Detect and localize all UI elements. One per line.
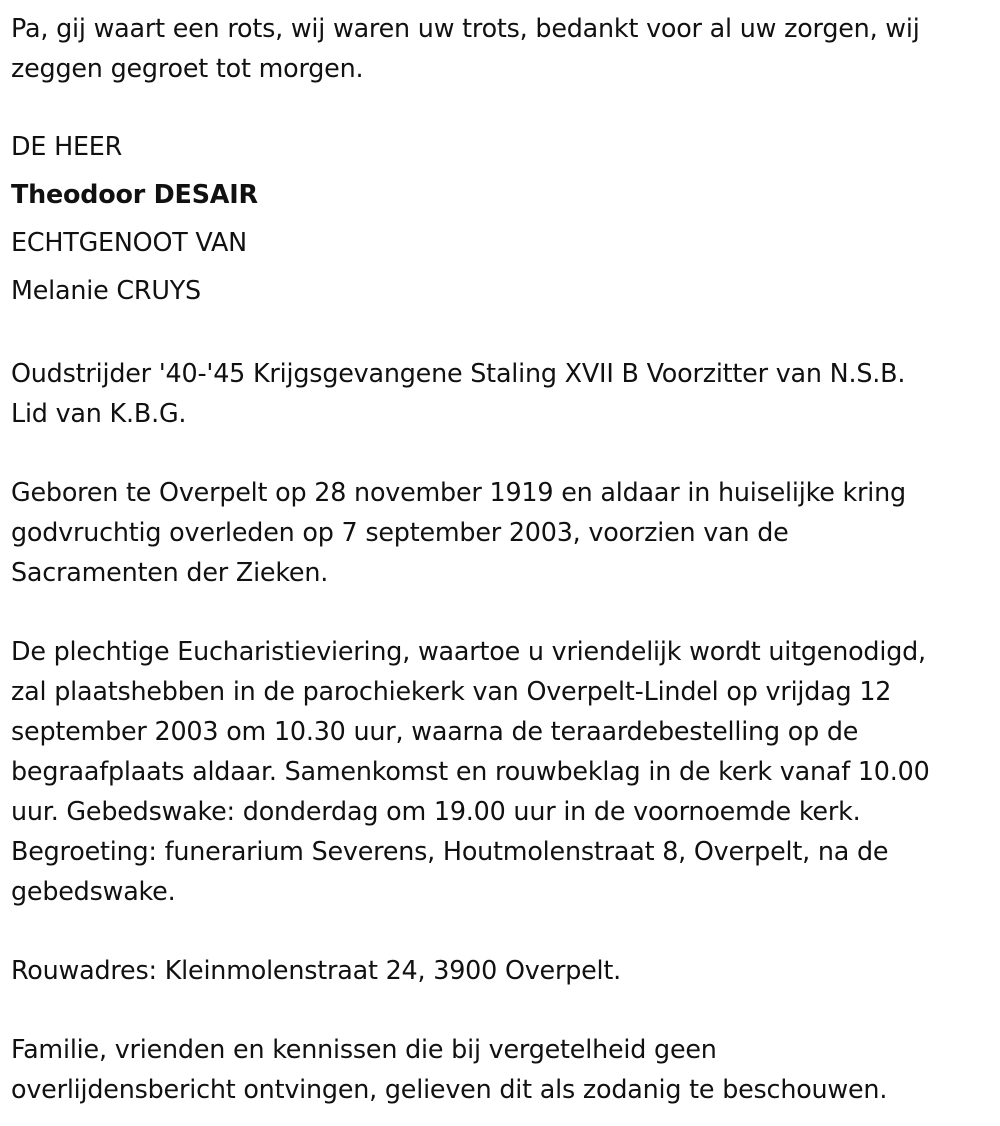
text-line: september 2003 om 10.30 uur, waarna de teraardebestelling op de (11, 716, 859, 746)
closing-paragraph (11, 1029, 990, 1109)
text-line: De plechtige Eucharistieviering, waartoe u vriendelijk wordt uitgenodigd, (11, 636, 926, 666)
text-line: zal plaatshebben in de parochiekerk van Overpelt-Lindel op vrijdag 12 (11, 676, 892, 706)
person-block (11, 122, 990, 314)
person-title: DE HEER (11, 131, 123, 161)
text-line: Begroeting: funerarium Severens, Houtmolenstraat 8, Overpelt, na de (11, 836, 889, 866)
text-line: Sacramenten der Zieken. (11, 557, 329, 587)
person-relation: ECHTGENOOT VAN (11, 227, 247, 257)
text-line: overlijdensbericht ontvingen, gelieven dit als zodanig te beschouwen. (11, 1074, 888, 1104)
text-line: Lid van K.B.G. (11, 398, 187, 428)
text-line: Familie, vrienden en kennissen die bij vergetelheid geen (11, 1034, 717, 1064)
text-line: gebedswake. (11, 876, 176, 906)
ceremony-paragraph (11, 631, 990, 911)
intro-paragraph (11, 8, 990, 88)
text-line: uur. Gebedswake: donderdag om 19.00 uur in de voornoemde kerk. (11, 796, 861, 826)
text-line: Geboren te Overpelt op 28 november 1919 en aldaar in huiselijke kring (11, 477, 906, 507)
spouse-name: Melanie CRUYS (11, 275, 201, 305)
honors-paragraph (11, 353, 990, 433)
person-name: Theodoor DESAIR (11, 179, 258, 209)
text-line: Rouwadres: Kleinmolenstraat 24, 3900 Overpelt. (11, 955, 622, 985)
text-line: begraafplaats aldaar. Samenkomst en rouwbeklag in de kerk vanaf 10.00 (11, 756, 930, 786)
birth-death-paragraph (11, 472, 990, 592)
text-line: Oudstrijder '40-'45 Krijgsgevangene Staling XVII B Voorzitter van N.S.B. (11, 358, 906, 388)
text-line: Pa, gij waart een rots, wij waren uw trots, bedankt voor al uw zorgen, wij (11, 13, 920, 43)
text-line: zeggen gegroet tot morgen. (11, 53, 364, 83)
text-line: godvruchtig overleden op 7 september 2003, voorzien van de (11, 517, 789, 547)
address-paragraph (11, 950, 990, 990)
